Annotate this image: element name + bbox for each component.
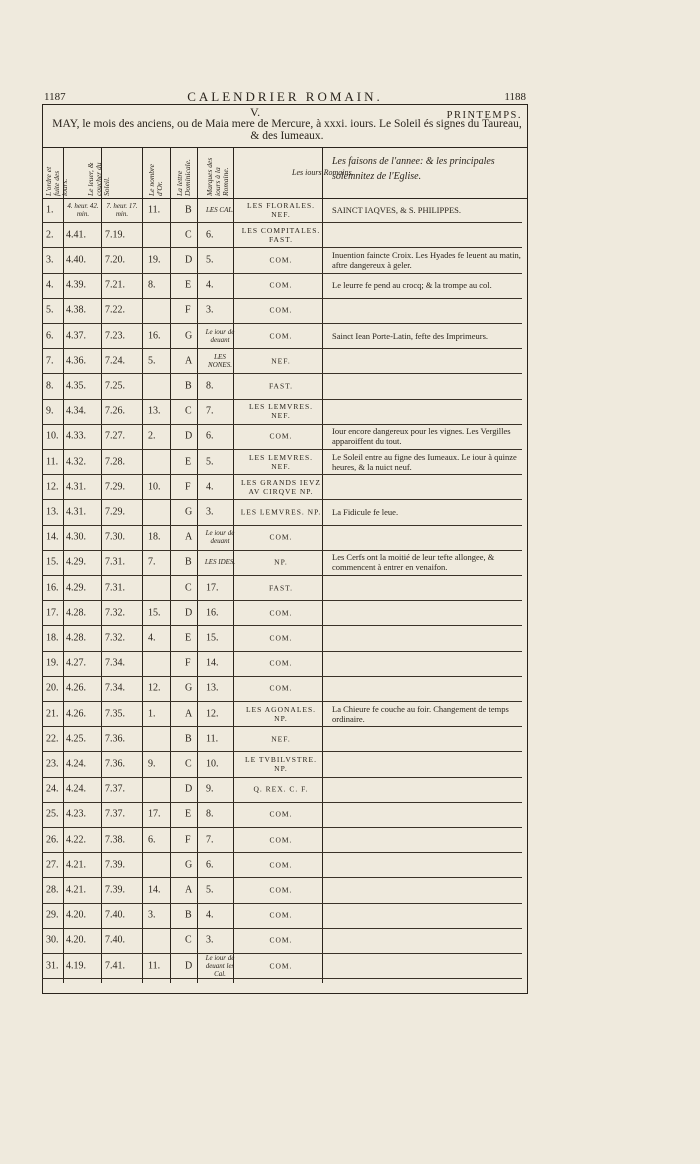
roman-day-cell: LES FLORALES. NEF. xyxy=(246,200,315,219)
day-cell: 5. xyxy=(46,304,54,316)
roman-day-cell: NEF. xyxy=(271,356,291,366)
feast-cell: Inuention faincte Croix. Les Hyades fe leuent au matin, aftre dangereux à geler. xyxy=(332,249,521,270)
day-cell: 17. xyxy=(46,607,59,619)
table-row xyxy=(42,777,522,803)
sunset-cell: 7.36. xyxy=(105,758,125,770)
roman-mark-cell: 16. xyxy=(206,607,219,619)
golden-number-cell: 1. xyxy=(148,708,156,720)
roman-day-cell: COM. xyxy=(269,305,293,315)
roman-mark-cell: 6. xyxy=(206,430,214,442)
dominical-letter-cell: B xyxy=(185,380,192,392)
day-cell: 9. xyxy=(46,405,54,417)
sunrise-cell: 4.23. xyxy=(66,808,86,820)
month-intro: MAY, le mois des anciens, ou de Maia mere de Mercure, à xxxi. iours. Le Soleil és signes du Taureau, & des Iumeaux. xyxy=(52,118,522,142)
dominical-letter-cell: B xyxy=(185,204,192,216)
sunrise-cell: 4.28. xyxy=(66,632,86,644)
roman-day-cell: COM. xyxy=(269,885,293,895)
roman-day-cell: COM. xyxy=(269,835,293,845)
roman-day-cell: NEF. xyxy=(271,734,291,744)
feast-cell: Iour encore dangereux pour les vignes. Les Vergilles apparoiffent du tout. xyxy=(332,426,511,447)
roman-day-cell: NP. xyxy=(274,557,288,567)
golden-number-cell: 3. xyxy=(148,909,156,921)
sunrise-cell: 4.31. xyxy=(66,481,86,493)
dominical-letter-cell: C xyxy=(185,582,192,594)
col-header-remarks: Marques des iours à la Romaine. xyxy=(205,157,230,196)
feast-cell: Le leurre fe pend au crocq; & la trompe au col. xyxy=(332,280,492,291)
sunrise-cell: 4.39. xyxy=(66,279,86,291)
column-headers xyxy=(42,147,528,199)
day-cell: 20. xyxy=(46,682,59,694)
roman-mark-cell: Le iour de deuant xyxy=(205,529,235,546)
dominical-letter-cell: D xyxy=(185,960,193,972)
sunset-cell: 7.37. xyxy=(105,808,125,820)
sunset-cell: 7.39. xyxy=(105,859,125,871)
feast-cell: Le Soleil entre au figne des Iumeaux. Le iour à quinze heures, & la nuict neuf. xyxy=(332,451,517,472)
roman-mark-cell: 4. xyxy=(206,279,214,291)
sunrise-cell: 4.40. xyxy=(66,254,86,266)
sunset-cell: 7.32. xyxy=(105,632,125,644)
feast-cell: La Fidicule fe leue. xyxy=(332,506,399,517)
golden-number-cell: 7. xyxy=(148,556,156,568)
table-row xyxy=(42,751,522,777)
dominical-letter-cell: B xyxy=(185,909,192,921)
sunrise-cell: 4.32. xyxy=(66,456,86,468)
day-cell: 2. xyxy=(46,229,54,241)
sunset-cell: 7.27. xyxy=(105,430,125,442)
sunrise-cell: 4.21. xyxy=(66,884,86,896)
roman-day-cell: LE TVBILVSTRE. NP. xyxy=(245,754,317,773)
col-header-rise-set: Le leuer, & coucher du Soleil. xyxy=(86,162,111,196)
day-cell: 19. xyxy=(46,657,59,669)
dominical-letter-cell: C xyxy=(185,229,192,241)
sunrise-cell: 4.28. xyxy=(66,607,86,619)
table-row xyxy=(42,273,522,299)
golden-number-cell: 10. xyxy=(148,481,161,493)
sunrise-cell: 4. heur. 42. min. xyxy=(67,201,99,218)
sunset-cell: 7.26. xyxy=(105,405,125,417)
roman-day-cell: COM. xyxy=(269,608,293,618)
table-row xyxy=(42,449,522,475)
roman-mark-cell: LES IDES. xyxy=(204,558,236,567)
roman-mark-cell: 8. xyxy=(206,380,214,392)
sunset-cell: 7.34. xyxy=(105,657,125,669)
table-row xyxy=(42,550,522,576)
sunset-cell: 7.31. xyxy=(105,582,125,594)
sunrise-cell: 4.37. xyxy=(66,330,86,342)
dominical-letter-cell: B xyxy=(185,556,192,568)
page-title: CALENDRIER ROMAIN. xyxy=(187,89,383,104)
roman-mark-cell: 12. xyxy=(206,708,219,720)
dominical-letter-cell: F xyxy=(185,481,191,493)
sunset-cell: 7.38. xyxy=(105,834,125,846)
sunset-cell: 7.20. xyxy=(105,254,125,266)
col-header-order: L'ordre et fuite des iours. xyxy=(44,166,69,196)
roman-mark-cell: 3. xyxy=(206,506,214,518)
golden-number-cell: 11. xyxy=(148,204,161,216)
table-row xyxy=(42,197,522,223)
sunrise-cell: 4.33. xyxy=(66,430,86,442)
dominical-letter-cell: D xyxy=(185,607,193,619)
table-row xyxy=(42,827,522,853)
dominical-letter-cell: B xyxy=(185,733,192,745)
roman-mark-cell: 6. xyxy=(206,229,214,241)
dominical-letter-cell: F xyxy=(185,834,191,846)
roman-mark-cell: 7. xyxy=(206,405,214,417)
roman-mark-cell: 17. xyxy=(206,582,219,594)
roman-day-cell: COM. xyxy=(269,331,293,341)
feast-cell: SAINCT IAQVES, & S. PHILIPPES. xyxy=(332,204,462,215)
day-cell: 26. xyxy=(46,834,59,846)
roman-mark-cell: LES NONES. xyxy=(208,352,232,369)
table-row xyxy=(42,373,522,399)
sunrise-cell: 4.30. xyxy=(66,531,86,543)
roman-mark-cell: 14. xyxy=(206,657,219,669)
feast-cell: Sainct Iean Porte-Latin, fefte des Imprimeurs. xyxy=(332,330,489,341)
roman-day-cell: COM. xyxy=(269,633,293,643)
roman-mark-cell: 7. xyxy=(206,834,214,846)
day-cell: 6. xyxy=(46,330,54,342)
sunrise-cell: 4.38. xyxy=(66,304,86,316)
table-row xyxy=(42,424,522,450)
day-cell: 14. xyxy=(46,531,59,543)
sunrise-cell: 4.41. xyxy=(66,229,86,241)
sunset-cell: 7.19. xyxy=(105,229,125,241)
roman-mark-cell: 15. xyxy=(206,632,219,644)
roman-day-cell: COM. xyxy=(269,860,293,870)
dominical-letter-cell: G xyxy=(185,859,193,871)
sunrise-cell: 4.24. xyxy=(66,783,86,795)
table-row xyxy=(42,877,522,903)
table-row xyxy=(42,928,522,954)
sunset-cell: 7.39. xyxy=(105,884,125,896)
col-header-feasts: Les faisons de l'annee: & les principales solemnitez de l'Eglise. xyxy=(332,156,495,182)
feast-cell: La Chieure fe couche au foir. Changement de temps ordinaire. xyxy=(332,703,509,724)
dominical-letter-cell: A xyxy=(185,884,193,896)
roman-mark-cell: 11. xyxy=(206,733,219,745)
roman-day-cell: LES LEMVRES. NEF. xyxy=(248,452,314,471)
day-cell: 13. xyxy=(46,506,59,518)
day-cell: 4. xyxy=(46,279,54,291)
day-cell: 18. xyxy=(46,632,59,644)
sunrise-cell: 4.31. xyxy=(66,506,86,518)
dominical-letter-cell: A xyxy=(185,355,193,367)
golden-number-cell: 17. xyxy=(148,808,161,820)
roman-day-cell: COM. xyxy=(269,809,293,819)
table-row xyxy=(42,399,522,425)
golden-number-cell: 9. xyxy=(148,758,156,770)
sunset-cell: 7.29. xyxy=(105,481,125,493)
day-cell: 3. xyxy=(46,254,54,266)
day-cell: 23. xyxy=(46,758,59,770)
roman-mark-cell: 13. xyxy=(206,682,219,694)
roman-mark-cell: 5. xyxy=(206,254,214,266)
day-cell: 11. xyxy=(46,456,59,468)
sunrise-cell: 4.29. xyxy=(66,556,86,568)
roman-day-cell: FAST. xyxy=(268,381,294,391)
day-cell: 10. xyxy=(46,430,59,442)
sunrise-cell: 4.26. xyxy=(66,682,86,694)
dominical-letter-cell: C xyxy=(185,405,192,417)
roman-day-cell: COM. xyxy=(269,532,293,542)
roman-day-cell: LES GRANDS IEVZ AV CIRQVE NP. xyxy=(241,477,321,496)
dominical-letter-cell: F xyxy=(185,657,191,669)
page-header xyxy=(42,89,528,103)
table-row xyxy=(42,701,522,727)
roman-day-cell: COM. xyxy=(269,683,293,693)
sunrise-cell: 4.21. xyxy=(66,859,86,871)
dominical-letter-cell: A xyxy=(185,708,193,720)
golden-number-cell: 15. xyxy=(148,607,161,619)
roman-day-cell: COM. xyxy=(269,255,293,265)
dominical-letter-cell: D xyxy=(185,254,193,266)
page-number-left: 1187 xyxy=(44,91,66,103)
day-cell: 31. xyxy=(46,960,59,972)
roman-day-cell: LES COMPITALES. FAST. xyxy=(241,225,321,244)
dominical-letter-cell: G xyxy=(185,330,193,342)
table-row xyxy=(42,323,522,349)
roman-day-cell: COM. xyxy=(269,658,293,668)
sunrise-cell: 4.29. xyxy=(66,582,86,594)
sunset-cell: 7.32. xyxy=(105,607,125,619)
golden-number-cell: 12. xyxy=(148,682,161,694)
roman-day-cell: COM. xyxy=(269,910,293,920)
sunrise-cell: 4.34. xyxy=(66,405,86,417)
golden-number-cell: 16. xyxy=(148,330,161,342)
roman-day-cell: COM. xyxy=(269,961,293,971)
dominical-letter-cell: G xyxy=(185,506,193,518)
day-cell: 24. xyxy=(46,783,59,795)
dominical-letter-cell: E xyxy=(185,808,192,820)
roman-mark-cell: 8. xyxy=(206,808,214,820)
sunset-cell: 7.29. xyxy=(105,506,125,518)
table-row xyxy=(42,575,522,601)
dominical-letter-cell: C xyxy=(185,934,192,946)
sunrise-cell: 4.36. xyxy=(66,355,86,367)
roman-mark-cell: 5. xyxy=(206,456,214,468)
roman-day-cell: COM. xyxy=(269,935,293,945)
sunrise-cell: 4.26. xyxy=(66,708,86,720)
dominical-letter-cell: A xyxy=(185,531,193,543)
section-number: V. xyxy=(250,105,261,119)
table-row xyxy=(42,474,522,500)
day-cell: 7. xyxy=(46,355,54,367)
day-cell: 28. xyxy=(46,884,59,896)
sunrise-cell: 4.20. xyxy=(66,934,86,946)
sunset-cell: 7.36. xyxy=(105,733,125,745)
sunrise-cell: 4.27. xyxy=(66,657,86,669)
golden-number-cell: 5. xyxy=(148,355,156,367)
table-row xyxy=(42,348,522,374)
day-cell: 1. xyxy=(46,204,54,216)
golden-number-cell: 14. xyxy=(148,884,161,896)
day-cell: 27. xyxy=(46,859,59,871)
day-cell: 30. xyxy=(46,934,59,946)
roman-mark-cell: 4. xyxy=(206,481,214,493)
golden-number-cell: 6. xyxy=(148,834,156,846)
roman-day-cell: LES AGONALES. NP. xyxy=(245,704,317,723)
sunset-cell: 7.31. xyxy=(105,556,125,568)
roman-day-cell: FAST. xyxy=(268,583,294,593)
roman-day-cell: COM. xyxy=(269,431,293,441)
day-cell: 22. xyxy=(46,733,59,745)
roman-mark-cell: 6. xyxy=(206,859,214,871)
dominical-letter-cell: E xyxy=(185,456,192,468)
table-row xyxy=(42,802,522,828)
dominical-letter-cell: E xyxy=(185,279,192,291)
day-cell: 8. xyxy=(46,380,54,392)
golden-number-cell: 19. xyxy=(148,254,161,266)
table-row xyxy=(42,247,522,273)
golden-number-cell: 2. xyxy=(148,430,156,442)
table-row xyxy=(42,953,522,979)
roman-mark-cell: 10. xyxy=(206,758,219,770)
sunset-cell: 7.40. xyxy=(105,934,125,946)
sunset-cell: 7.30. xyxy=(105,531,125,543)
sunset-cell: 7.41. xyxy=(105,960,125,972)
sunrise-cell: 4.22. xyxy=(66,834,86,846)
table-row xyxy=(42,852,522,878)
table-row xyxy=(42,499,522,525)
sunset-cell: 7.34. xyxy=(105,682,125,694)
sunset-cell: 7.22. xyxy=(105,304,125,316)
day-cell: 16. xyxy=(46,582,59,594)
sunrise-cell: 4.35. xyxy=(66,380,86,392)
col-header-roman: Les iours Romains. xyxy=(292,168,354,177)
dominical-letter-cell: F xyxy=(185,304,191,316)
table-row xyxy=(42,600,522,626)
sunset-cell: 7.25. xyxy=(105,380,125,392)
table-row xyxy=(42,222,522,248)
table-row xyxy=(42,903,522,929)
roman-day-cell: LES LEMVRES. NP. xyxy=(240,507,322,517)
golden-number-cell: 11. xyxy=(148,960,161,972)
sunrise-cell: 4.20. xyxy=(66,909,86,921)
sunrise-cell: 4.19. xyxy=(66,960,86,972)
sunset-cell: 7.21. xyxy=(105,279,125,291)
roman-mark-cell: 3. xyxy=(206,304,214,316)
section-season: PRINTEMPS. xyxy=(446,110,522,121)
roman-day-cell: COM. xyxy=(269,280,293,290)
roman-mark-cell: 5. xyxy=(206,884,214,896)
table-row xyxy=(42,298,522,324)
sunrise-cell: 4.24. xyxy=(66,758,86,770)
col-header-letter: La lettre Dominicale. xyxy=(175,159,192,196)
roman-mark-cell: LES CAL. xyxy=(205,205,234,214)
day-cell: 21. xyxy=(46,708,59,720)
roman-mark-cell: 3. xyxy=(206,934,214,946)
sunrise-cell: 4.25. xyxy=(66,733,86,745)
sunset-cell: 7.37. xyxy=(105,783,125,795)
table-row xyxy=(42,676,522,702)
col-header-golden: Le nombre d'Or. xyxy=(147,163,164,196)
dominical-letter-cell: C xyxy=(185,758,192,770)
sunset-cell: 7.40. xyxy=(105,909,125,921)
day-cell: 15. xyxy=(46,556,59,568)
dominical-letter-cell: D xyxy=(185,783,193,795)
roman-mark-cell: 9. xyxy=(206,783,214,795)
sunset-cell: 7.28. xyxy=(105,456,125,468)
golden-number-cell: 13. xyxy=(148,405,161,417)
table-row xyxy=(42,625,522,651)
day-cell: 25. xyxy=(46,808,59,820)
sunset-cell: 7. heur. 17. min. xyxy=(106,201,138,218)
golden-number-cell: 4. xyxy=(148,632,156,644)
golden-number-cell: 8. xyxy=(148,279,156,291)
golden-number-cell: 18. xyxy=(148,531,161,543)
dominical-letter-cell: E xyxy=(185,632,192,644)
roman-mark-cell: Le iour de deuant xyxy=(205,327,235,344)
day-cell: 29. xyxy=(46,909,59,921)
page-number-right: 1188 xyxy=(504,91,526,103)
sunset-cell: 7.24. xyxy=(105,355,125,367)
roman-day-cell: LES LEMVRES. NEF. xyxy=(248,402,314,421)
day-cell: 12. xyxy=(46,481,59,493)
roman-day-cell: Q. REX. C. F. xyxy=(253,784,309,794)
sunset-cell: 7.23. xyxy=(105,330,125,342)
table-row xyxy=(42,651,522,677)
sunset-cell: 7.35. xyxy=(105,708,125,720)
dominical-letter-cell: D xyxy=(185,430,193,442)
dominical-letter-cell: G xyxy=(185,682,193,694)
feast-cell: Les Cerfs ont la moitié de leur tefte allongee, & commencent à entrer en venaifon. xyxy=(332,552,495,573)
table-row xyxy=(42,525,522,551)
table-row xyxy=(42,726,522,752)
roman-mark-cell: Le iour de deuant les Cal. xyxy=(205,953,235,978)
roman-mark-cell: 4. xyxy=(206,909,214,921)
